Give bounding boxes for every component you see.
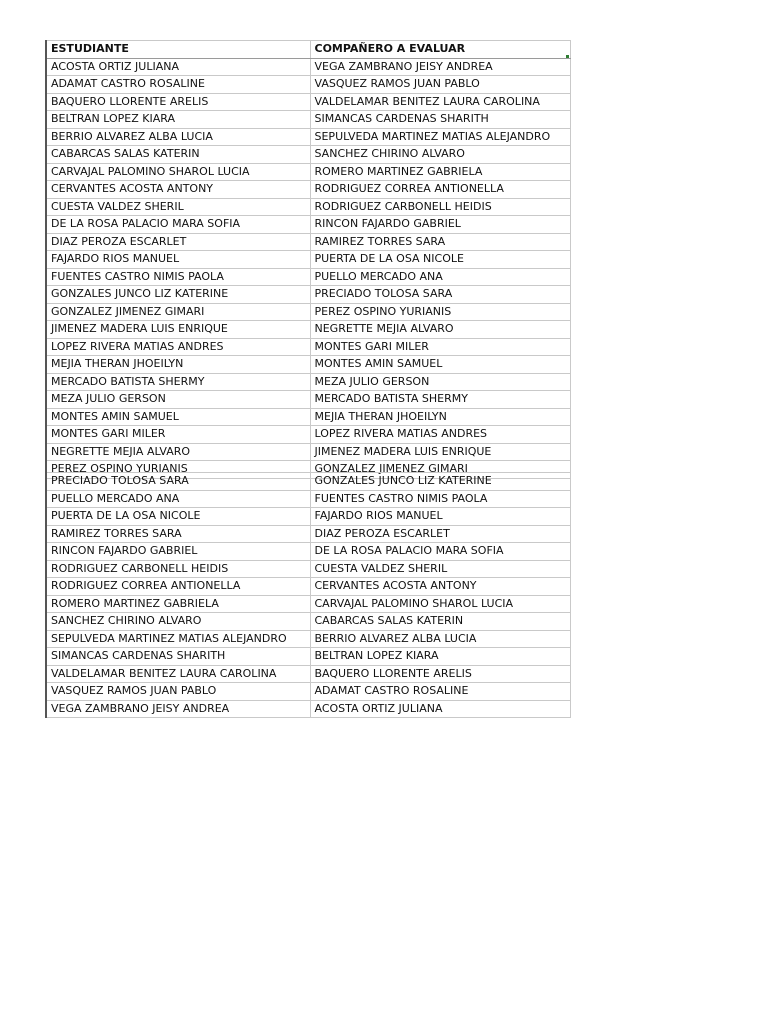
column-header-peer-to-evaluate: COMPAÑERO A EVALUAR [310, 41, 570, 59]
student-cell: RODRIGUEZ CORREA ANTIONELLA [46, 578, 310, 596]
table-row [46, 595, 570, 613]
peer-cell: DIAZ PEROZA ESCARLET [310, 525, 570, 543]
peer-cell: MONTES GARI MILER [310, 338, 570, 356]
peer-cell: SEPULVEDA MARTINEZ MATIAS ALEJANDRO [310, 128, 570, 146]
student-cell: CARVAJAL PALOMINO SHAROL LUCIA [46, 163, 310, 181]
peer-cell: FUENTES CASTRO NIMIS PAOLA [310, 490, 570, 508]
assignment-table-part-1 [45, 40, 571, 479]
table-row [46, 111, 570, 129]
table-row [46, 613, 570, 631]
table-row [46, 356, 570, 374]
table-row [46, 473, 570, 491]
peer-cell: MERCADO BATISTA SHERMY [310, 391, 570, 409]
table-row [46, 426, 570, 444]
peer-cell: RINCON FAJARDO GABRIEL [310, 216, 570, 234]
peer-cell: BAQUERO LLORENTE ARELIS [310, 665, 570, 683]
table-row [46, 578, 570, 596]
student-cell: DE LA ROSA PALACIO MARA SOFIA [46, 216, 310, 234]
table-row [46, 251, 570, 269]
student-cell: DIAZ PEROZA ESCARLET [46, 233, 310, 251]
peer-cell: ROMERO MARTINEZ GABRIELA [310, 163, 570, 181]
table-row [46, 181, 570, 199]
table-row [46, 216, 570, 234]
peer-cell: VASQUEZ RAMOS JUAN PABLO [310, 76, 570, 94]
peer-cell: VALDELAMAR BENITEZ LAURA CAROLINA [310, 93, 570, 111]
table-row [46, 525, 570, 543]
student-cell: PRECIADO TOLOSA SARA [46, 473, 310, 491]
table-row [46, 303, 570, 321]
student-cell: GONZALES JUNCO LIZ KATERINE [46, 286, 310, 304]
peer-cell: MEJIA THERAN JHOEILYN [310, 408, 570, 426]
column-header-student: ESTUDIANTE [46, 41, 310, 59]
student-cell: CERVANTES ACOSTA ANTONY [46, 181, 310, 199]
table-row [46, 408, 570, 426]
student-cell: MERCADO BATISTA SHERMY [46, 373, 310, 391]
table-row [46, 373, 570, 391]
table-row [46, 233, 570, 251]
student-cell: CUESTA VALDEZ SHERIL [46, 198, 310, 216]
table-row [46, 543, 570, 561]
table-row [46, 338, 570, 356]
student-cell: NEGRETTE MEJIA ALVARO [46, 443, 310, 461]
table-row [46, 630, 570, 648]
peer-cell: BELTRAN LOPEZ KIARA [310, 648, 570, 666]
student-cell: SIMANCAS CARDENAS SHARITH [46, 648, 310, 666]
student-cell: VALDELAMAR BENITEZ LAURA CAROLINA [46, 665, 310, 683]
peer-cell: BERRIO ALVAREZ ALBA LUCIA [310, 630, 570, 648]
student-cell: ADAMAT CASTRO ROSALINE [46, 76, 310, 94]
cell-selection-handle [566, 55, 569, 58]
peer-cell: RAMIREZ TORRES SARA [310, 233, 570, 251]
table-row [46, 268, 570, 286]
peer-cell: SANCHEZ CHIRINO ALVARO [310, 146, 570, 164]
student-cell: ROMERO MARTINEZ GABRIELA [46, 595, 310, 613]
student-cell: RAMIREZ TORRES SARA [46, 525, 310, 543]
table-row [46, 490, 570, 508]
student-cell: VEGA ZAMBRANO JEISY ANDREA [46, 700, 310, 718]
peer-cell: MONTES AMIN SAMUEL [310, 356, 570, 374]
peer-cell: NEGRETTE MEJIA ALVARO [310, 321, 570, 339]
student-cell: BAQUERO LLORENTE ARELIS [46, 93, 310, 111]
peer-cell: PUELLO MERCADO ANA [310, 268, 570, 286]
peer-cell: JIMENEZ MADERA LUIS ENRIQUE [310, 443, 570, 461]
peer-cell: MEZA JULIO GERSON [310, 373, 570, 391]
peer-cell: ACOSTA ORTIZ JULIANA [310, 700, 570, 718]
peer-cell: DE LA ROSA PALACIO MARA SOFIA [310, 543, 570, 561]
student-cell: PUELLO MERCADO ANA [46, 490, 310, 508]
table-row [46, 58, 570, 76]
peer-cell: GONZALEZ JIMENEZ GIMARI [310, 461, 570, 479]
table-row [46, 665, 570, 683]
student-cell: BERRIO ALVAREZ ALBA LUCIA [46, 128, 310, 146]
peer-cell: VEGA ZAMBRANO JEISY ANDREA [310, 58, 570, 76]
student-cell: SANCHEZ CHIRINO ALVARO [46, 613, 310, 631]
student-cell: PUERTA DE LA OSA NICOLE [46, 508, 310, 526]
peer-cell: CUESTA VALDEZ SHERIL [310, 560, 570, 578]
peer-cell: LOPEZ RIVERA MATIAS ANDRES [310, 426, 570, 444]
peer-cell: PRECIADO TOLOSA SARA [310, 286, 570, 304]
student-cell: LOPEZ RIVERA MATIAS ANDRES [46, 338, 310, 356]
peer-cell: GONZALES JUNCO LIZ KATERINE [310, 473, 570, 491]
table-row [46, 683, 570, 701]
peer-cell: RODRIGUEZ CARBONELL HEIDIS [310, 198, 570, 216]
student-cell: ACOSTA ORTIZ JULIANA [46, 58, 310, 76]
table-row [46, 146, 570, 164]
student-cell: MONTES AMIN SAMUEL [46, 408, 310, 426]
peer-cell: RODRIGUEZ CORREA ANTIONELLA [310, 181, 570, 199]
student-cell: BELTRAN LOPEZ KIARA [46, 111, 310, 129]
student-cell: RODRIGUEZ CARBONELL HEIDIS [46, 560, 310, 578]
table-row [46, 560, 570, 578]
assignment-table-part-2 [45, 472, 571, 718]
student-cell: GONZALEZ JIMENEZ GIMARI [46, 303, 310, 321]
student-cell: FAJARDO RIOS MANUEL [46, 251, 310, 269]
peer-cell: CARVAJAL PALOMINO SHAROL LUCIA [310, 595, 570, 613]
table-row [46, 700, 570, 718]
table-row [46, 163, 570, 181]
student-cell: RINCON FAJARDO GABRIEL [46, 543, 310, 561]
peer-cell: PUERTA DE LA OSA NICOLE [310, 251, 570, 269]
table-row [46, 391, 570, 409]
peer-cell: PEREZ OSPINO YURIANIS [310, 303, 570, 321]
table-row [46, 76, 570, 94]
table-body-part-2 [46, 473, 570, 718]
table-row [46, 508, 570, 526]
table-row [46, 128, 570, 146]
peer-cell: FAJARDO RIOS MANUEL [310, 508, 570, 526]
student-cell: PEREZ OSPINO YURIANIS [46, 461, 310, 479]
peer-cell: CERVANTES ACOSTA ANTONY [310, 578, 570, 596]
table-row [46, 321, 570, 339]
student-cell: FUENTES CASTRO NIMIS PAOLA [46, 268, 310, 286]
peer-cell: SIMANCAS CARDENAS SHARITH [310, 111, 570, 129]
peer-cell: CABARCAS SALAS KATERIN [310, 613, 570, 631]
table-row [46, 443, 570, 461]
table-row [46, 93, 570, 111]
peer-cell: ADAMAT CASTRO ROSALINE [310, 683, 570, 701]
student-cell: VASQUEZ RAMOS JUAN PABLO [46, 683, 310, 701]
table-row [46, 198, 570, 216]
table-row [46, 286, 570, 304]
table-body-part-1 [46, 58, 570, 478]
table-row [46, 648, 570, 666]
student-cell: CABARCAS SALAS KATERIN [46, 146, 310, 164]
student-cell: MONTES GARI MILER [46, 426, 310, 444]
table-header-row [46, 41, 570, 59]
student-cell: JIMENEZ MADERA LUIS ENRIQUE [46, 321, 310, 339]
student-cell: SEPULVEDA MARTINEZ MATIAS ALEJANDRO [46, 630, 310, 648]
student-cell: MEZA JULIO GERSON [46, 391, 310, 409]
student-cell: MEJIA THERAN JHOEILYN [46, 356, 310, 374]
